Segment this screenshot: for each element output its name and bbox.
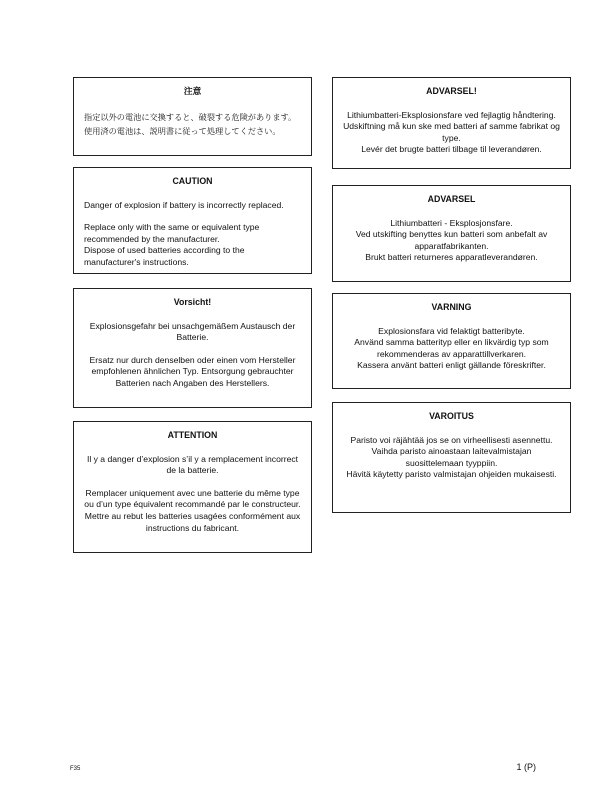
notice-advarsel-no bbox=[332, 185, 571, 282]
notice-title: CAUTION bbox=[172, 176, 213, 186]
notice-attention bbox=[73, 421, 312, 553]
notice-title: ATTENTION bbox=[167, 430, 218, 440]
notice-advarsel-da bbox=[332, 77, 571, 169]
notice-text: Dispose of used batteries according to the manufacturer's instructions. bbox=[84, 245, 245, 267]
notice-varoitus bbox=[332, 402, 571, 513]
notice-line: Levér det brugte batteri tilbage til leverandøren. bbox=[361, 144, 542, 155]
notice-line: 使用済の電池は、説明書に従って処理してください。 bbox=[84, 125, 281, 136]
notice-line: Lithiumbatteri-Eksplosionsfare ved fejlagtig håndtering. bbox=[347, 109, 556, 120]
notice-title: 注意 bbox=[183, 86, 202, 96]
notice-text: Mettre au rebut les batteries usagées conformément aux instructions du fabricant. bbox=[84, 510, 301, 533]
notice-text: Ersatz nur durch denselben oder einen vom Hersteller empfohlenen ähnlichen Typ. Entsorgung gebrauchter Batterien nach Angaben des Herstellers. bbox=[89, 354, 296, 388]
notice-line: Brukt batteri returneres apparatleverandøren. bbox=[365, 252, 538, 263]
notice-japanese bbox=[73, 77, 312, 156]
notice-title: Vorsicht! bbox=[173, 297, 212, 307]
notice-varning bbox=[332, 293, 571, 389]
notice-vorsicht bbox=[73, 288, 312, 408]
notice-caution bbox=[73, 167, 312, 274]
page-number: 1 (P) bbox=[516, 762, 536, 772]
notice-text: Remplacer uniquement avec une batterie du même type ou d’un type équivalent recommandé par le constructeur. bbox=[84, 487, 301, 510]
notice-text: Danger of explosion if battery is incorrectly replaced. bbox=[84, 199, 284, 210]
notice-line: Udskiftning må kun ske med batteri af samme fabrikat og type. bbox=[343, 121, 560, 143]
notice-title: VARNING bbox=[431, 302, 472, 312]
notice-line: Vaihda paristo ainoastaan laitevalmistajan suosittelemaan tyyppiin. bbox=[371, 446, 532, 468]
notice-line: Explosionsfara vid felaktigt batteribyte. bbox=[378, 325, 525, 336]
notice-title: ADVARSEL! bbox=[426, 86, 477, 96]
footer-code: F35 bbox=[70, 766, 81, 772]
notice-line: Lithiumbatteri - Eksplosjonsfare. bbox=[390, 217, 513, 228]
notice-line: Paristo voi räjähtää jos se on virheellisesti asennettu. bbox=[350, 434, 553, 445]
notice-line: Ved utskifting benyttes kun batteri som anbefalt av apparatfabrikanten. bbox=[355, 229, 548, 251]
notice-text: Replace only with the same or equivalent type recommended by the manufacturer. bbox=[84, 222, 260, 244]
notice-line: Kassera använt batteri enligt gällande föreskrifter. bbox=[357, 360, 546, 371]
notice-line: Använd samma batterityp eller en likvärdig typ som rekommenderas av apparattillverkaren. bbox=[354, 337, 549, 359]
notice-text: Explosionsgefahr bei unsachgemäßem Austausch der Batterie. bbox=[89, 320, 296, 343]
notice-title: VAROITUS bbox=[429, 411, 474, 421]
notice-title: ADVARSEL bbox=[427, 194, 476, 204]
notice-line: Hävitä käytetty paristo valmistajan ohjeiden mukaisesti. bbox=[346, 469, 557, 480]
notice-line: 指定以外の電池に交換すると、破裂する危険があります。 bbox=[84, 111, 297, 122]
notice-text: Il y a danger d’explosion s’il y a remplacement incorrect de la batterie. bbox=[86, 453, 299, 476]
